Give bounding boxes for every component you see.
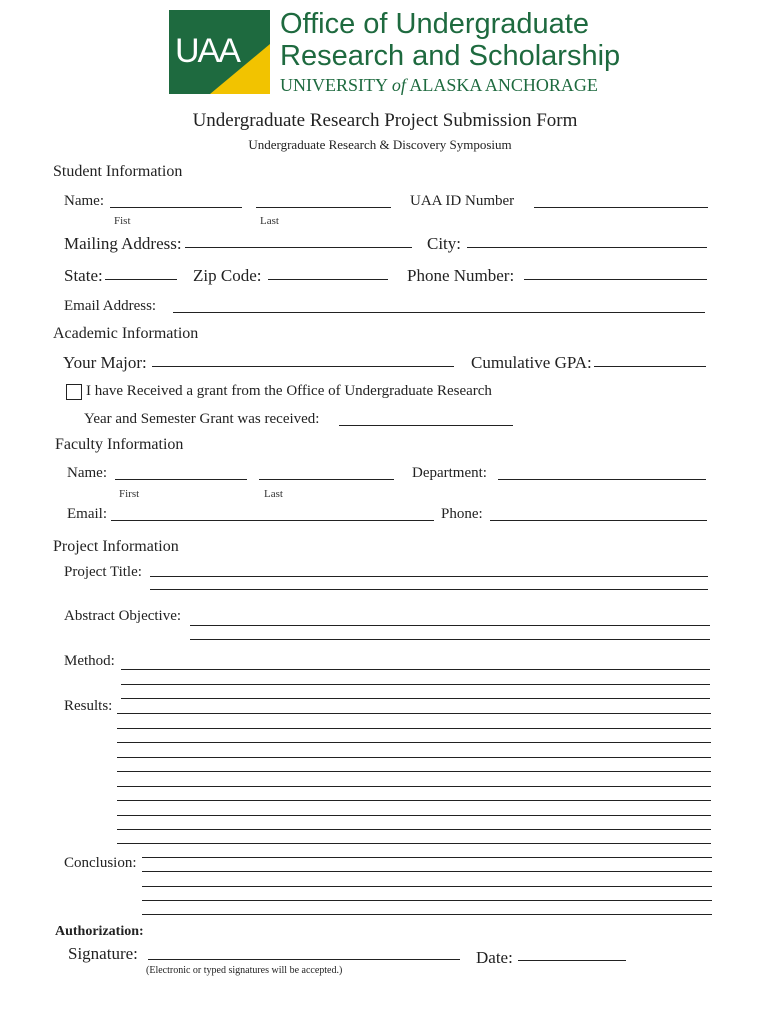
- city-label: City:: [427, 234, 462, 253]
- city-field[interactable]: [467, 247, 707, 248]
- conclusion-label: Conclusion:: [64, 855, 137, 871]
- results-field-line4[interactable]: [117, 757, 711, 758]
- logo-title-line1: Office of Undergraduate: [280, 8, 589, 40]
- results-label: Results:: [64, 698, 113, 714]
- results-field-line7[interactable]: [117, 800, 711, 801]
- gpa-label: Cumulative GPA:: [471, 353, 592, 372]
- results-field-line10[interactable]: [117, 843, 711, 844]
- faculty-phone-label: Phone:: [441, 506, 483, 522]
- form-subtitle: Undergraduate Research & Discovery Symposium: [248, 137, 512, 152]
- method-label: Method:: [64, 653, 115, 669]
- student-info-heading: Student Information: [53, 163, 183, 180]
- zip-code-label: Zip Code:: [193, 266, 262, 285]
- abstract-objective-label: Abstract Objective:: [64, 608, 182, 624]
- gpa-field[interactable]: [594, 366, 706, 367]
- results-field-line2[interactable]: [117, 728, 711, 729]
- zip-code-field[interactable]: [268, 279, 388, 280]
- mailing-address-label: Mailing Address:: [64, 234, 182, 253]
- faculty-info-heading: Faculty Information: [55, 436, 184, 453]
- faculty-first-name-field[interactable]: [115, 479, 247, 480]
- results-field-line8[interactable]: [117, 815, 711, 816]
- faculty-email-label: Email:: [67, 506, 107, 522]
- logo-of-word: of: [391, 75, 406, 95]
- state-field[interactable]: [105, 279, 177, 280]
- academic-info-heading: Academic Information: [53, 325, 199, 342]
- grant-checkbox-label: I have Received a grant from the Office of Undergraduate Research: [86, 383, 492, 399]
- method-field-line2[interactable]: [121, 684, 710, 685]
- signature-label: Signature:: [68, 944, 138, 963]
- state-label: State:: [64, 266, 103, 285]
- faculty-email-field[interactable]: [111, 520, 434, 521]
- logo-university-line: [280, 76, 598, 94]
- uaa-id-label: UAA ID Number: [410, 193, 515, 209]
- grant-checkbox[interactable]: [66, 384, 82, 400]
- student-name-label: Name:: [64, 193, 104, 209]
- grant-year-field[interactable]: [339, 425, 513, 426]
- project-title-label: Project Title:: [64, 564, 142, 580]
- conclusion-field-line5[interactable]: [142, 914, 712, 915]
- phone-number-field[interactable]: [524, 279, 707, 280]
- date-label: Date:: [476, 948, 513, 967]
- faculty-last-caption: Last: [264, 488, 283, 500]
- results-field-line1[interactable]: [117, 713, 711, 714]
- faculty-first-caption: First: [119, 488, 140, 500]
- department-label: Department:: [412, 465, 487, 481]
- student-first-name-field[interactable]: [110, 207, 242, 208]
- project-title-field-line2[interactable]: [150, 589, 708, 590]
- conclusion-field-line2[interactable]: [142, 871, 712, 872]
- results-field-line9[interactable]: [117, 829, 711, 830]
- project-info-heading: Project Information: [53, 538, 179, 555]
- signature-note: (Electronic or typed signatures will be accepted.): [146, 965, 343, 976]
- logo-letters: UAA: [175, 32, 239, 70]
- major-label: Your Major:: [63, 353, 147, 372]
- results-field-line5[interactable]: [117, 771, 711, 772]
- faculty-name-label: Name:: [67, 465, 107, 481]
- grant-year-label: Year and Semester Grant was received:: [84, 411, 320, 427]
- uaa-logo: [169, 10, 270, 94]
- faculty-last-name-field[interactable]: [259, 479, 394, 480]
- logo-alaska-words: ALASKA ANCHORAGE: [409, 75, 598, 95]
- results-field-line3[interactable]: [117, 742, 711, 743]
- email-address-field[interactable]: [173, 312, 705, 313]
- date-field[interactable]: [518, 960, 626, 961]
- logo-university-word: UNIVERSITY: [280, 75, 388, 95]
- student-last-caption: Last: [260, 215, 279, 227]
- abstract-field-line2[interactable]: [190, 639, 710, 640]
- authorization-heading: Authorization:: [55, 924, 144, 939]
- uaa-id-field[interactable]: [534, 207, 708, 208]
- department-field[interactable]: [498, 479, 706, 480]
- student-last-name-field[interactable]: [256, 207, 391, 208]
- logo-title-line2: Research and Scholarship: [280, 40, 621, 72]
- major-field[interactable]: [152, 366, 454, 367]
- form-title: Undergraduate Research Project Submission Form: [192, 110, 578, 131]
- method-field-line1[interactable]: [121, 669, 710, 670]
- signature-field[interactable]: [148, 959, 460, 960]
- email-address-label: Email Address:: [64, 298, 157, 314]
- phone-number-label: Phone Number:: [407, 266, 515, 285]
- mailing-address-field[interactable]: [185, 247, 412, 248]
- abstract-field-line1[interactable]: [190, 625, 710, 626]
- conclusion-field-line1[interactable]: [142, 857, 712, 858]
- faculty-phone-field[interactable]: [490, 520, 707, 521]
- conclusion-field-line3[interactable]: [142, 886, 712, 887]
- method-field-line3[interactable]: [121, 698, 710, 699]
- conclusion-field-line4[interactable]: [142, 900, 712, 901]
- student-first-caption: Fist: [114, 215, 131, 227]
- results-field-line6[interactable]: [117, 786, 711, 787]
- project-title-field-line1[interactable]: [150, 576, 708, 577]
